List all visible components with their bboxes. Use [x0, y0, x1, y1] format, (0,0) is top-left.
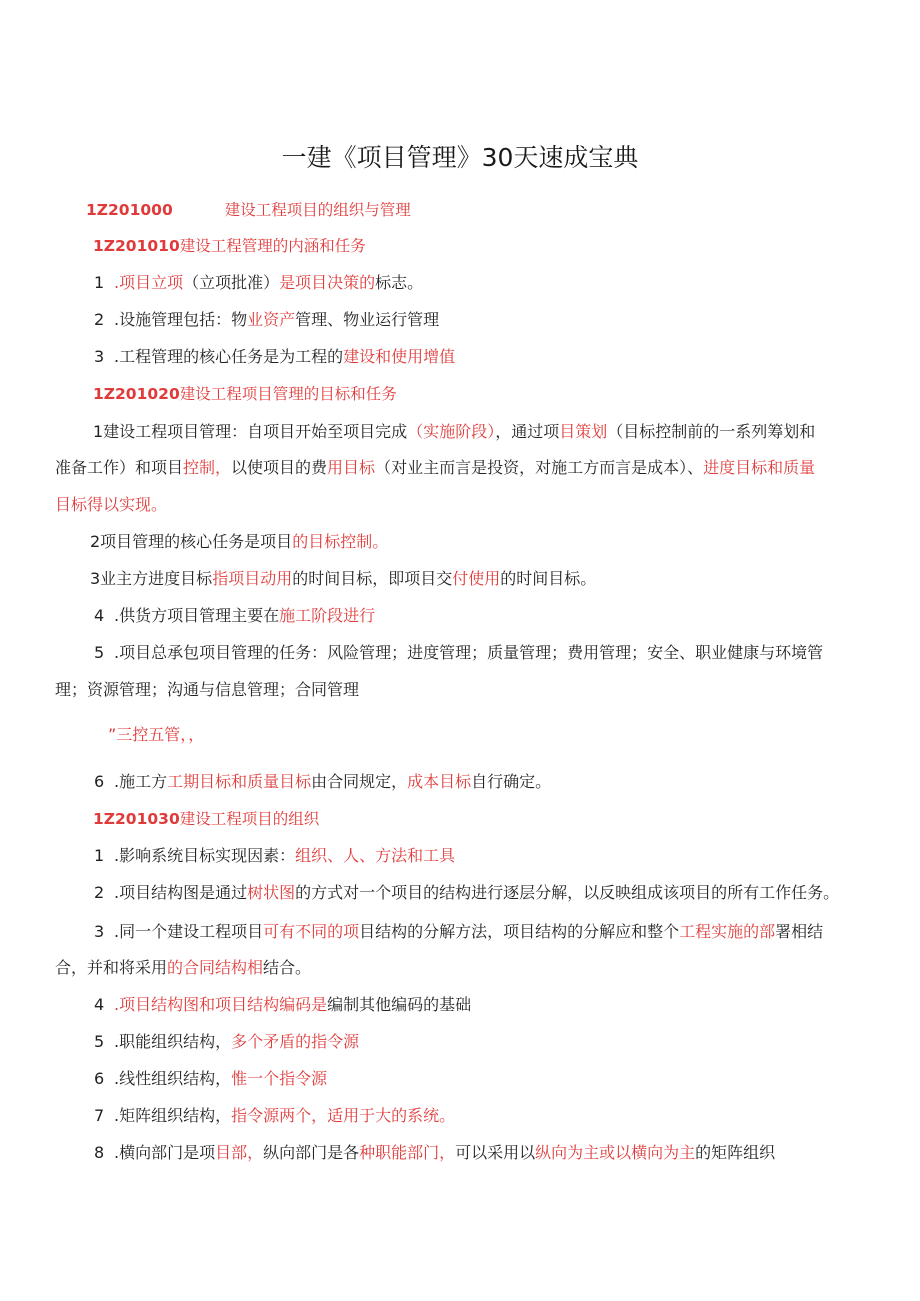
paragraph-1-line-2: 准备工作）和项目控制，以使项目的费用目标（对业主而言是投资，对施工方而言是成本）、进度目标和质量 — [55, 458, 816, 477]
org-item-4: 4 .项目结构图和项目结构编码是编制其他编码的基础 — [94, 995, 472, 1014]
list-item-3: 3 .工程管理的核心任务是为工程的建设和使用增值 — [94, 347, 456, 366]
list-item-6: 6 .施工方工期目标和质量目标由合同规定，成本目标自行确定。 — [94, 772, 552, 791]
section-code: 1Z201000 — [86, 201, 173, 219]
paragraph-2: 2项目管理的核心任务是项目的目标控制。 — [90, 532, 389, 551]
paragraph-1-line-1: 1建设工程项目管理：自项目开始至项目完成（实施阶段），通过项目策划（目标控制前的一系列筹划和 — [93, 422, 816, 441]
org-item-5: 5 .职能组织结构，多个矛盾的指令源 — [94, 1032, 360, 1051]
section-code: 1Z201010 — [93, 237, 180, 255]
document-title: 一建《项目管理》30天速成宝典 — [281, 143, 639, 172]
list-item-2: 2 .设施管理包括：物业资产管理、物业运行管理 — [94, 310, 440, 329]
org-item-6: 6 .线性组织结构，惟一个指令源 — [94, 1069, 328, 1088]
section-code: 1Z201030 — [93, 810, 180, 828]
list-item-4: 4 .供货方项目管理主要在施工阶段进行 — [94, 606, 376, 625]
org-item-3-line-1: 3 .同一个建设工程项目可有不同的项目结构的分解方法，项目结构的分解应和整个工程实施的部署相结 — [94, 922, 824, 941]
section-name: 建设工程管理的内涵和任务 — [179, 237, 366, 255]
section-name: 建设工程项目管理的目标和任务 — [179, 385, 397, 403]
section-code: 1Z201020 — [93, 385, 180, 403]
list-item-1: 1 .项目立项（立项批准）是项目决策的标志。 — [94, 273, 424, 292]
org-item-8: 8 .横向部门是项目部，纵向部门是各种职能部门，可以采用以纵向为主或以横向为主的矩阵组织 — [94, 1143, 776, 1162]
section-heading-1z201030 — [93, 808, 319, 830]
section-name: 建设工程项目的组织 — [179, 810, 320, 828]
org-item-1: 1 .影响系统目标实现因素：组织、人、方法和工具 — [94, 846, 456, 865]
org-item-7: 7 .矩阵组织结构，指令源两个，适用于大的系统。 — [94, 1106, 456, 1125]
section-heading-1z201020 — [93, 383, 397, 405]
quote-line: ”三控五管，， — [108, 725, 205, 744]
section-name: 建设工程项目的组织与管理 — [224, 201, 411, 219]
list-item-5-line-2: 理；资源管理；沟通与信息管理；合同管理 — [55, 680, 360, 699]
org-item-3-line-2: 合，并和将采用的合同结构相结合。 — [55, 958, 312, 977]
paragraph-3: 3业主方进度目标指项目动用的时间目标，即项目交付使用的时间目标。 — [90, 569, 597, 588]
list-item-5-line-1: 5 .项目总承包项目管理的任务：风险管理；进度管理；质量管理；费用管理；安全、职业健康与环境管 — [94, 643, 824, 662]
section-heading-1z201000 — [86, 199, 411, 221]
section-heading-1z201010 — [93, 235, 366, 257]
paragraph-1-line-3: 目标得以实现。 — [55, 495, 168, 514]
org-item-2: 2 .项目结构图是通过树状图的方式对一个项目的结构进行逐层分解，以反映组成该项目的所有工作任务。 — [94, 883, 840, 902]
